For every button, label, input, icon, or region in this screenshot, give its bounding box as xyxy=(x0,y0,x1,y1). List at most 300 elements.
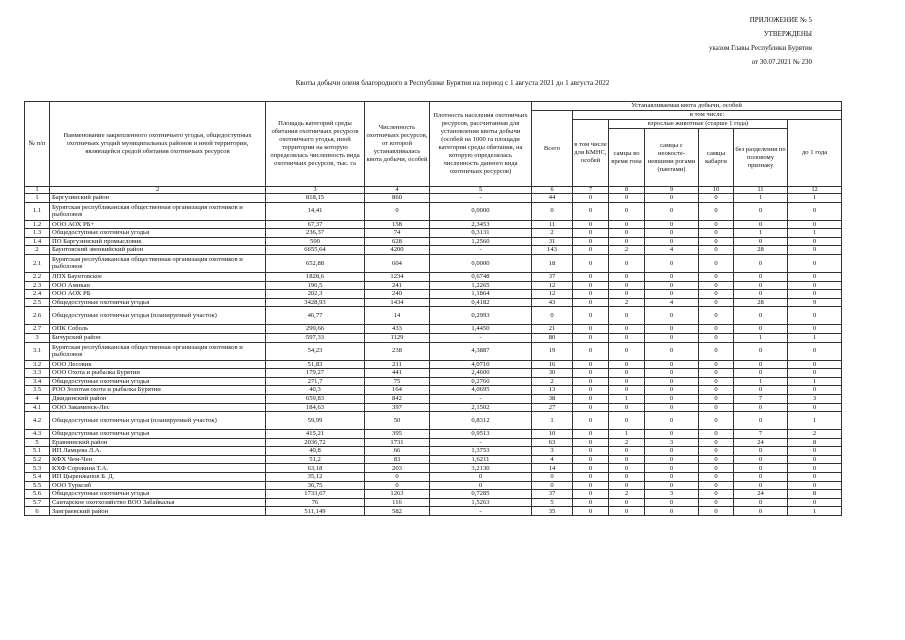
row-value-cell: - xyxy=(430,333,532,342)
row-value-cell: 0 xyxy=(645,333,699,342)
row-value-cell: 0 xyxy=(699,290,734,299)
row-value-cell: 0 xyxy=(645,229,699,238)
row-value-cell: 0 xyxy=(573,455,609,464)
row-value-cell: 818,15 xyxy=(266,194,365,203)
row-value-cell: 51,83 xyxy=(266,360,365,369)
row-value-cell: 0 xyxy=(788,237,842,246)
row-value-cell: 0 xyxy=(645,455,699,464)
table-row xyxy=(25,254,842,272)
row-value-cell: 0 xyxy=(609,447,645,456)
col-header-including: в том числе: xyxy=(573,111,842,120)
row-value-cell: 1,3753 xyxy=(430,447,532,456)
col-header-males-antlers: самцы с неокосте-невшими рогами (пантами) xyxy=(645,129,699,187)
row-value-cell: - xyxy=(430,438,532,447)
row-value-cell: 0 xyxy=(788,447,842,456)
row-value-cell: 0 xyxy=(734,290,788,299)
row-value-cell: 12 xyxy=(532,281,573,290)
row-value-cell: 158 xyxy=(365,220,430,229)
row-number-cell: 3.1 xyxy=(25,342,50,360)
row-value-cell: 0 xyxy=(645,194,699,203)
row-value-cell: 0 xyxy=(788,325,842,334)
row-number-cell: 2.7 xyxy=(25,325,50,334)
row-value-cell: 3,2130 xyxy=(430,464,532,473)
row-value-cell: 0 xyxy=(699,394,734,403)
row-value-cell: 0 xyxy=(573,237,609,246)
row-value-cell: 0 xyxy=(645,254,699,272)
row-value-cell: - xyxy=(430,507,532,516)
row-name-cell: КХФ Сорокина Т.А. xyxy=(50,464,266,473)
row-value-cell: 44 xyxy=(532,194,573,203)
row-value-cell: 0 xyxy=(734,412,788,430)
row-value-cell: 1263 xyxy=(365,490,430,499)
row-value-cell: 0 xyxy=(645,360,699,369)
row-value-cell: 0,9513 xyxy=(430,430,532,439)
col-header-adults: взрослые животные (старше 1 года) xyxy=(609,120,788,129)
table-row xyxy=(25,394,842,403)
row-value-cell: 0 xyxy=(573,360,609,369)
row-value-cell: 1,6211 xyxy=(430,455,532,464)
row-value-cell: 0 xyxy=(645,473,699,482)
row-value-cell: 40,3 xyxy=(266,386,365,395)
row-value-cell: 0 xyxy=(573,430,609,439)
row-value-cell: 0 xyxy=(532,307,573,325)
col-header-area: Площадь категорий среды обитания охотничьих ресурсов охотничьего угодья, иной территории на которую определялась численность вида охотничьих ресурсов, тыс. га xyxy=(266,102,365,187)
row-value-cell: 0 xyxy=(365,202,430,220)
row-value-cell: 0 xyxy=(788,481,842,490)
row-value-cell: 80 xyxy=(532,333,573,342)
col-header-count: Численность охотничьих ресурсов, от которой устанавливалась квота добычи, особей xyxy=(365,102,430,187)
row-value-cell: 1234 xyxy=(365,272,430,281)
row-value-cell: 28 xyxy=(734,298,788,307)
row-value-cell: 50 xyxy=(365,412,430,430)
row-value-cell: 27 xyxy=(532,403,573,412)
row-name-cell: ОПК Соболь xyxy=(50,325,266,334)
row-value-cell: 1,5263 xyxy=(430,498,532,507)
row-number-cell: 4 xyxy=(25,394,50,403)
column-number: 4 xyxy=(365,187,430,194)
row-value-cell: 659,83 xyxy=(266,394,365,403)
row-value-cell: 0 xyxy=(609,507,645,516)
row-value-cell: 0 xyxy=(609,281,645,290)
row-value-cell: 0 xyxy=(573,298,609,307)
row-name-cell: Бичурский район xyxy=(50,333,266,342)
row-number-cell: 3.2 xyxy=(25,360,50,369)
row-value-cell: 1 xyxy=(788,194,842,203)
row-name-cell: Заиграевский район xyxy=(50,507,266,516)
row-value-cell: 1434 xyxy=(365,298,430,307)
row-value-cell: 0 xyxy=(734,281,788,290)
row-value-cell: 3 xyxy=(645,490,699,499)
row-value-cell: 2 xyxy=(532,377,573,386)
row-value-cell: 0 xyxy=(788,281,842,290)
row-value-cell: 1 xyxy=(788,377,842,386)
row-value-cell: 0 xyxy=(609,202,645,220)
row-value-cell: 0 xyxy=(699,455,734,464)
row-value-cell: 0,7285 xyxy=(430,490,532,499)
table-row xyxy=(25,430,842,439)
row-value-cell: 0 xyxy=(609,333,645,342)
row-value-cell: 0,4182 xyxy=(430,298,532,307)
col-header-total: Всего xyxy=(532,111,573,187)
table-row xyxy=(25,447,842,456)
row-value-cell: 4200 xyxy=(365,246,430,255)
row-name-cell: ЛПХ Баунтовское xyxy=(50,272,266,281)
row-value-cell: 0 xyxy=(609,464,645,473)
row-value-cell: 0 xyxy=(734,498,788,507)
row-value-cell: 0 xyxy=(532,202,573,220)
column-number: 5 xyxy=(430,187,532,194)
row-value-cell: 0 xyxy=(734,455,788,464)
row-value-cell: 0 xyxy=(645,220,699,229)
row-value-cell: 0 xyxy=(734,403,788,412)
row-value-cell: 202,3 xyxy=(266,290,365,299)
row-number-cell: 1.2 xyxy=(25,220,50,229)
row-value-cell: 2036,72 xyxy=(266,438,365,447)
row-value-cell: 0 xyxy=(734,342,788,360)
row-value-cell: 1 xyxy=(734,377,788,386)
row-name-cell: Саитарское охотхозяйство ВОО Забайкалья xyxy=(50,498,266,507)
row-value-cell: 3 xyxy=(645,438,699,447)
row-value-cell: 0 xyxy=(788,342,842,360)
row-value-cell: 0 xyxy=(788,360,842,369)
col-header-males-rut: самцы во время гона xyxy=(609,129,645,187)
row-value-cell: 395 xyxy=(365,430,430,439)
row-value-cell: 0 xyxy=(645,481,699,490)
table-row xyxy=(25,290,842,299)
column-number: 1 xyxy=(25,187,50,194)
approved-label: УТВЕРЖДЕНЫ xyxy=(763,30,812,38)
row-value-cell: 0 xyxy=(609,403,645,412)
row-value-cell: 842 xyxy=(365,394,430,403)
table-row xyxy=(25,360,842,369)
row-value-cell: 0 xyxy=(609,498,645,507)
row-value-cell: 164 xyxy=(365,386,430,395)
column-number: 11 xyxy=(734,187,788,194)
row-value-cell: 0 xyxy=(573,281,609,290)
row-value-cell: 0 xyxy=(609,412,645,430)
row-value-cell: 1 xyxy=(734,229,788,238)
row-number-cell: 2.2 xyxy=(25,272,50,281)
appendix-label: ПРИЛОЖЕНИЕ № 5 xyxy=(749,16,812,24)
col-header-density: Плотность населения охотничьих ресурсов, рассчитанная для установления квоты добычи (особей на 1000 га площади категории среды обитания, на которую определялась численность данного вида охотничьих ресурсов) xyxy=(430,102,532,187)
row-value-cell: 7 xyxy=(734,394,788,403)
table-row xyxy=(25,325,842,334)
row-value-cell: 441 xyxy=(365,369,430,378)
row-value-cell: 8 xyxy=(788,438,842,447)
decree-label: указом Главы Республики Бурятия xyxy=(708,44,812,52)
row-value-cell: 0 xyxy=(573,481,609,490)
row-value-cell: - xyxy=(430,246,532,255)
row-value-cell: 0 xyxy=(734,325,788,334)
row-value-cell: 0 xyxy=(645,369,699,378)
row-value-cell: 0 xyxy=(699,281,734,290)
row-value-cell: 0 xyxy=(573,254,609,272)
row-value-cell: 238 xyxy=(365,342,430,360)
row-value-cell: 0 xyxy=(645,394,699,403)
row-value-cell: 1,2560 xyxy=(430,237,532,246)
table-row xyxy=(25,298,842,307)
row-number-cell: 4.3 xyxy=(25,430,50,439)
row-value-cell: 0 xyxy=(734,237,788,246)
row-value-cell: 0 xyxy=(788,464,842,473)
row-value-cell: 0 xyxy=(699,473,734,482)
row-value-cell: 13 xyxy=(532,386,573,395)
row-value-cell: 1731 xyxy=(365,438,430,447)
row-value-cell: 1828,6 xyxy=(266,272,365,281)
row-value-cell: 0 xyxy=(609,481,645,490)
row-value-cell: 0 xyxy=(573,202,609,220)
column-number: 6 xyxy=(532,187,573,194)
table-row xyxy=(25,333,842,342)
row-name-cell: ООО Лесовик xyxy=(50,360,266,369)
row-value-cell: 0 xyxy=(699,246,734,255)
table-row xyxy=(25,307,842,325)
row-value-cell: 0 xyxy=(645,403,699,412)
row-value-cell: 0 xyxy=(573,333,609,342)
row-value-cell: 3 xyxy=(788,394,842,403)
row-name-cell: Еравнинский район xyxy=(50,438,266,447)
row-number-cell: 1 xyxy=(25,194,50,203)
row-value-cell: 0 xyxy=(532,473,573,482)
row-value-cell: 0 xyxy=(788,290,842,299)
row-value-cell: 0 xyxy=(645,342,699,360)
row-name-cell: Общедоступные охотничьи угодья xyxy=(50,490,266,499)
row-value-cell: 1 xyxy=(734,194,788,203)
row-value-cell: 0 xyxy=(788,307,842,325)
row-name-cell: Баргузинский район xyxy=(50,194,266,203)
row-number-cell: 2.4 xyxy=(25,290,50,299)
row-value-cell: 0 xyxy=(734,481,788,490)
row-value-cell: 54,23 xyxy=(266,342,365,360)
row-value-cell: 66 xyxy=(365,447,430,456)
row-value-cell: 0 xyxy=(609,194,645,203)
row-value-cell: 0 xyxy=(788,455,842,464)
row-value-cell: 241 xyxy=(365,281,430,290)
row-value-cell: 433 xyxy=(365,325,430,334)
row-value-cell: 2 xyxy=(609,246,645,255)
column-number: 9 xyxy=(645,187,699,194)
row-value-cell: 35,12 xyxy=(266,473,365,482)
row-value-cell: 604 xyxy=(365,254,430,272)
row-value-cell: 203 xyxy=(365,464,430,473)
row-number-cell: 2.5 xyxy=(25,298,50,307)
row-number-cell: 5.4 xyxy=(25,473,50,482)
row-value-cell: 3 xyxy=(532,447,573,456)
row-value-cell: 0,0000 xyxy=(430,202,532,220)
row-value-cell: 24 xyxy=(734,490,788,499)
row-value-cell: 597,33 xyxy=(266,333,365,342)
row-value-cell: 0 xyxy=(430,473,532,482)
row-value-cell: 0 xyxy=(699,360,734,369)
row-value-cell: 40,8 xyxy=(266,447,365,456)
table-row xyxy=(25,507,842,516)
row-value-cell: 2 xyxy=(609,298,645,307)
row-value-cell: 6655,64 xyxy=(266,246,365,255)
row-value-cell: 1733,67 xyxy=(266,490,365,499)
row-value-cell: 0 xyxy=(734,254,788,272)
row-value-cell: 14,41 xyxy=(266,202,365,220)
row-value-cell: 11 xyxy=(532,220,573,229)
row-number-cell: 5.6 xyxy=(25,490,50,499)
row-name-cell: Бурятская республиканская общественная организация охотников и рыболовов xyxy=(50,254,266,272)
row-value-cell: 0 xyxy=(573,498,609,507)
row-value-cell: 0 xyxy=(734,272,788,281)
row-value-cell: 7 xyxy=(734,430,788,439)
row-value-cell: 1 xyxy=(609,430,645,439)
row-value-cell: 21 xyxy=(532,325,573,334)
row-value-cell: 2 xyxy=(532,229,573,238)
row-value-cell: 0 xyxy=(573,342,609,360)
row-value-cell: 0 xyxy=(645,447,699,456)
row-value-cell: 9 xyxy=(788,298,842,307)
row-value-cell: 0 xyxy=(573,438,609,447)
row-value-cell: 1 xyxy=(532,412,573,430)
row-value-cell: 1 xyxy=(788,333,842,342)
row-value-cell: 0 xyxy=(573,369,609,378)
column-number: 12 xyxy=(788,187,842,194)
row-value-cell: 67,37 xyxy=(266,220,365,229)
row-value-cell: 116 xyxy=(365,498,430,507)
table-row xyxy=(25,246,842,255)
row-name-cell: Общедоступные охотничьи угодья xyxy=(50,377,266,386)
row-value-cell: 0 xyxy=(788,254,842,272)
row-value-cell: 1 xyxy=(788,229,842,238)
row-name-cell: Общедоступные охотничьи угодья xyxy=(50,229,266,238)
row-value-cell: 1129 xyxy=(365,333,430,342)
row-value-cell: 28 xyxy=(734,246,788,255)
row-value-cell: 0 xyxy=(645,237,699,246)
row-value-cell: 0 xyxy=(645,498,699,507)
row-value-cell: 236,37 xyxy=(266,229,365,238)
row-value-cell: 0 xyxy=(645,325,699,334)
row-value-cell: 83 xyxy=(365,455,430,464)
row-value-cell: 0 xyxy=(699,342,734,360)
row-value-cell: 0 xyxy=(573,272,609,281)
column-numbers-row xyxy=(25,187,842,194)
row-value-cell: 0 xyxy=(734,220,788,229)
col-header-musk-males: самцы кабарги xyxy=(699,129,734,187)
row-value-cell: 0 xyxy=(699,438,734,447)
row-value-cell: 30 xyxy=(532,369,573,378)
row-value-cell: 0 xyxy=(788,369,842,378)
row-name-cell: ООО АОХ РБ+ xyxy=(50,220,266,229)
row-value-cell: 0 xyxy=(699,490,734,499)
row-value-cell: 0 xyxy=(573,394,609,403)
row-value-cell: 0 xyxy=(609,473,645,482)
table-row xyxy=(25,473,842,482)
col-header-no: № п/п xyxy=(25,102,50,187)
row-value-cell: 0 xyxy=(734,369,788,378)
row-name-cell: ИП Ламцева Л.А. xyxy=(50,447,266,456)
row-value-cell: 0 xyxy=(645,272,699,281)
row-name-cell: КФХ Чем-Чен xyxy=(50,455,266,464)
row-name-cell: Бурятская республиканская общественная организация охотников и рыболовов xyxy=(50,202,266,220)
row-value-cell: 14 xyxy=(532,464,573,473)
row-value-cell: 0 xyxy=(573,246,609,255)
row-value-cell: 37 xyxy=(532,272,573,281)
row-value-cell: 0 xyxy=(734,464,788,473)
row-number-cell: 5 xyxy=(25,438,50,447)
row-value-cell: 0 xyxy=(734,307,788,325)
row-value-cell: 0 xyxy=(609,360,645,369)
row-value-cell: 4,3887 xyxy=(430,342,532,360)
row-value-cell: 0 xyxy=(430,481,532,490)
row-value-cell: 3428,93 xyxy=(266,298,365,307)
row-value-cell: 0 xyxy=(645,507,699,516)
row-value-cell: 0 xyxy=(645,307,699,325)
row-value-cell: 0 xyxy=(573,473,609,482)
document-title: Квоты добычи оленя благородного в Республике Бурятия на период с 1 августа 2021 до 1 августа 2022 xyxy=(295,79,610,87)
row-number-cell: 3 xyxy=(25,333,50,342)
row-value-cell: 0 xyxy=(788,403,842,412)
row-value-cell: 10 xyxy=(532,430,573,439)
row-value-cell: 0 xyxy=(699,386,734,395)
row-value-cell: 415,21 xyxy=(266,430,365,439)
row-value-cell: 1 xyxy=(788,507,842,516)
row-value-cell: 0 xyxy=(788,386,842,395)
col-header-name: Наименование закрепленного охотничьего угодья, общедоступных охотничьих угодий муниципальных районов и иной территории, являющейся средой обитания охотничьих ресурсов xyxy=(50,102,266,187)
row-value-cell: 0 xyxy=(699,412,734,430)
row-value-cell: 0 xyxy=(573,307,609,325)
row-value-cell: 1 xyxy=(609,394,645,403)
row-value-cell: 299,66 xyxy=(266,325,365,334)
row-value-cell: 0 xyxy=(532,481,573,490)
row-number-cell: 2.6 xyxy=(25,307,50,325)
row-value-cell: 582 xyxy=(365,507,430,516)
quota-table-body xyxy=(25,187,842,516)
row-name-cell: Баунтовский эвенкийский район xyxy=(50,246,266,255)
row-number-cell: 2 xyxy=(25,246,50,255)
row-name-cell: ИП Цыренжапов Б. Д. xyxy=(50,473,266,482)
table-row xyxy=(25,342,842,360)
row-value-cell: 0 xyxy=(699,298,734,307)
row-value-cell: 63,18 xyxy=(266,464,365,473)
row-value-cell: 0 xyxy=(788,498,842,507)
table-row xyxy=(25,490,842,499)
row-value-cell: 0 xyxy=(609,455,645,464)
table-row xyxy=(25,464,842,473)
row-value-cell: 2 xyxy=(788,430,842,439)
row-number-cell: 1.4 xyxy=(25,237,50,246)
row-value-cell: 0 xyxy=(788,272,842,281)
row-value-cell: 0 xyxy=(699,369,734,378)
row-value-cell: 0 xyxy=(788,473,842,482)
row-value-cell: 59,99 xyxy=(266,412,365,430)
row-value-cell: 75 xyxy=(365,377,430,386)
row-value-cell: 0 xyxy=(699,498,734,507)
row-number-cell: 4.1 xyxy=(25,403,50,412)
row-value-cell: 38 xyxy=(532,394,573,403)
row-value-cell: 0 xyxy=(609,377,645,386)
row-value-cell: 4 xyxy=(645,298,699,307)
row-value-cell: 0,6748 xyxy=(430,272,532,281)
table-row xyxy=(25,498,842,507)
column-number: 10 xyxy=(699,187,734,194)
row-value-cell: - xyxy=(430,194,532,203)
row-value-cell: 2,1502 xyxy=(430,403,532,412)
row-value-cell: 1,4450 xyxy=(430,325,532,334)
row-value-cell: 0 xyxy=(699,254,734,272)
table-row xyxy=(25,369,842,378)
row-value-cell: 0 xyxy=(609,237,645,246)
row-value-cell: 2,3453 xyxy=(430,220,532,229)
row-value-cell: 397 xyxy=(365,403,430,412)
row-name-cell: ООО Охота и рыбалка Бурятии xyxy=(50,369,266,378)
table-row xyxy=(25,481,842,490)
table-row xyxy=(25,455,842,464)
row-value-cell: 511,149 xyxy=(266,507,365,516)
row-value-cell: 0 xyxy=(699,447,734,456)
